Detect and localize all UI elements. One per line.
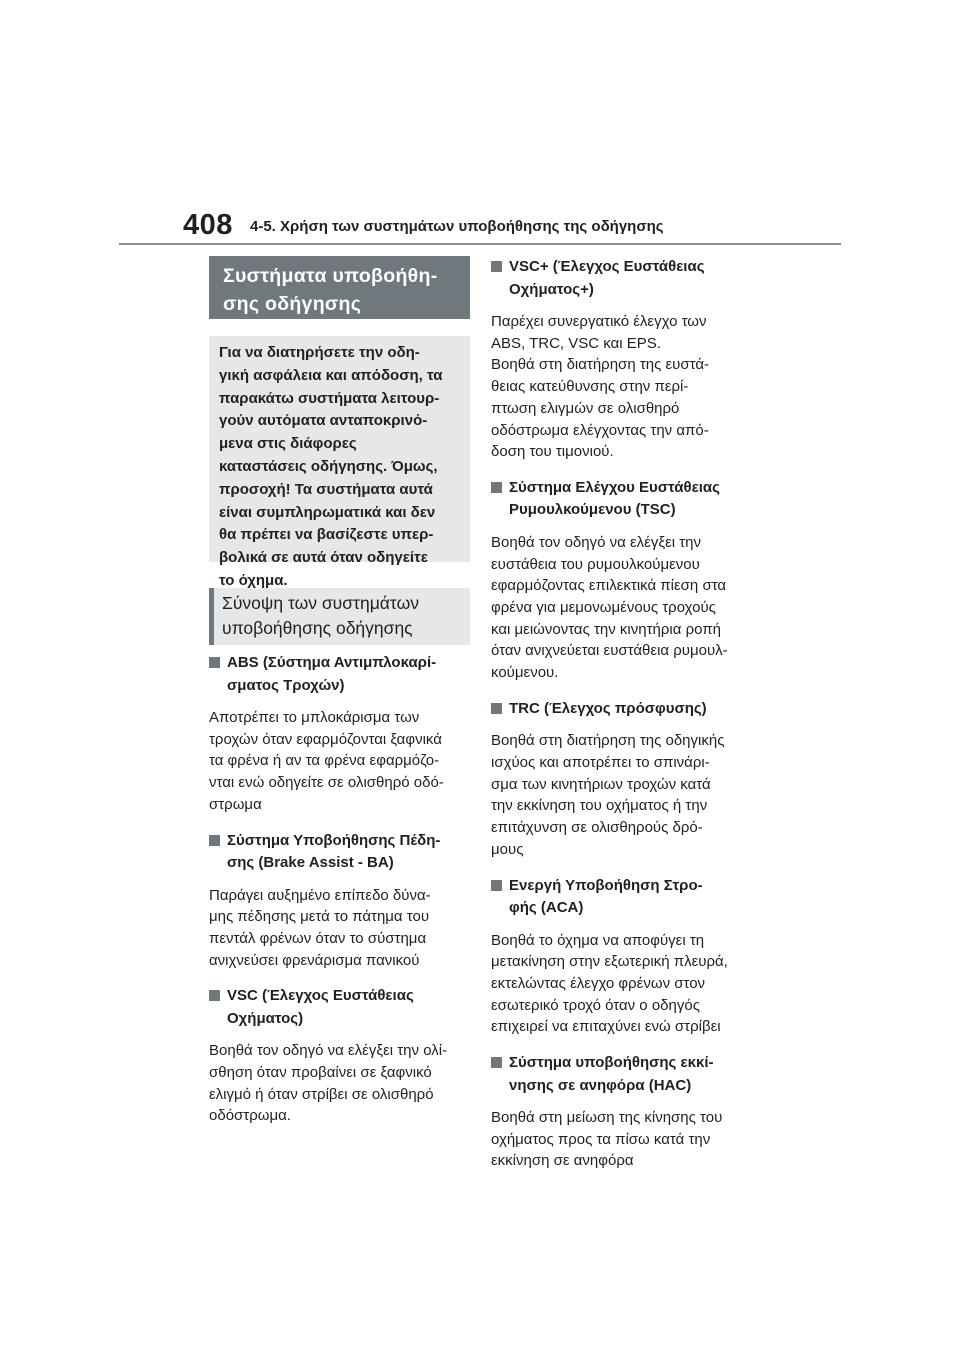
item-description: Βοηθά το όχημα να αποφύγει τη μετακίνηση στην εξωτερική πλευρά, εκτελώντας έλεγχο φρένων στον εσωτερικό τροχό όταν ο οδηγός επιχειρεί να επιταχύνει ενώ στρίβει — [491, 931, 728, 1036]
item-description: Βοηθά στη μείωση της κίνησης του οχήματος προς τα πίσω κατά την εκκίνηση σε ανηφόρα — [491, 1109, 723, 1170]
item-title: VSC+ (Έλεγχος Ευστάθειας Οχήματος+) — [491, 256, 761, 301]
square-bullet-icon — [491, 1057, 502, 1068]
system-item-abs — [209, 652, 470, 816]
item-title: Σύστημα Υποβοήθησης Πέδη- σης (Brake Assist - BA) — [209, 830, 470, 875]
item-description: Παράγει αυξημένο επίπεδο δύνα- μης πέδησης μετά το πάτημα του πεντάλ φρένων όταν το σύστημα ανιχνεύσει φρενάρισμα πανικού — [209, 886, 431, 969]
square-bullet-icon — [209, 835, 220, 846]
right-column — [491, 256, 761, 1172]
system-item-brake-assist — [209, 830, 470, 972]
item-description: Βοηθά τον οδηγό να ελέγξει την ολί- σθηση όταν προβαίνει σε ξαφνικό ελιγμό ή όταν στρίβει σε ολισθηρό οδόστρωμα. — [209, 1042, 448, 1125]
chapter-title: 4-5. Χρήση των συστημάτων υποβοήθησης της οδήγησης — [250, 218, 664, 235]
system-item-tsc — [491, 477, 761, 684]
item-title: ABS (Σύστημα Αντιμπλοκαρί- σματος Τροχών) — [209, 652, 470, 697]
square-bullet-icon — [491, 703, 502, 714]
item-description: Αποτρέπει το μπλοκάρισμα των τροχών όταν εφαρμόζονται ξαφνικά τα φρένα ή αν τα φρένα εφαρμόζο- νται ενώ οδηγείτε σε ολισθηρό οδό- στρωμα — [209, 709, 444, 813]
page-number: 408 — [183, 209, 233, 241]
system-item-trc — [491, 698, 761, 861]
section-title: Συστήματα υποβοήθη- σης οδήγησης — [209, 256, 470, 319]
item-title: VSC (Έλεγχος Ευστάθειας Οχήματος) — [209, 985, 470, 1030]
item-title: Σύστημα Ελέγχου Ευστάθειας Ρυμουλκούμενου (TSC) — [491, 477, 761, 522]
square-bullet-icon — [491, 482, 502, 493]
item-title: Ενεργή Υποβοήθηση Στρο- φής (ACA) — [491, 875, 761, 920]
item-title: TRC (Έλεγχος πρόσφυσης) — [491, 698, 761, 721]
square-bullet-icon — [209, 657, 220, 668]
item-description: Βοηθά τον οδηγό να ελέγξει την ευστάθεια του ρυμουλκούμενου εφαρμόζοντας επιλεκτικά πίεση στα φρένα για μεμονωμένους τροχούς και μειώνοντας την κινητήρια ροπή όταν ανιχνεύεται ευστάθεια ρυμουλ- κούμενου. — [491, 533, 728, 682]
item-title: Σύστημα υποβοήθησης εκκί- νησης σε ανηφόρα (HAC) — [491, 1052, 761, 1097]
system-item-vsc — [209, 985, 470, 1127]
item-description: Παρέχει συνεργατικό έλεγχο των ABS, TRC, VSC και EPS. Βοηθά στη διατήρηση της ευστά- θειας κατεύθυνσης στην περί- πτωση ελιγμών σε ολισθηρό οδόστρωμα ελέγχοντας την από- δοση του τιμονιού. — [491, 313, 710, 461]
square-bullet-icon — [491, 880, 502, 891]
header-divider — [119, 243, 841, 245]
left-column — [209, 256, 470, 1127]
system-item-aca — [491, 875, 761, 1039]
page-header — [0, 0, 960, 250]
system-item-vsc-plus — [491, 256, 761, 463]
system-item-hac — [491, 1052, 761, 1172]
overview-heading: Σύνοψη των συστημάτων υποβοήθησης οδήγησης — [209, 588, 470, 645]
square-bullet-icon — [491, 261, 502, 272]
square-bullet-icon — [209, 990, 220, 1001]
intro-note: Για να διατηρήσετε την οδη- γική ασφάλεια και απόδοση, τα παρακάτω συστήματα λειτουρ- γούν αυτόματα ανταποκρινό- μενα στις διάφορες καταστάσεις οδήγησης. Όμως, προσοχή! Τα συστήματα αυτά είναι συμπληρωματικά και δεν θα πρέπει να βασίζεστε υπερ- βολικά σε αυτά όταν οδηγείτε το όχημα. — [209, 336, 470, 562]
item-description: Βοηθά στη διατήρηση της οδηγικής ισχύος και αποτρέπει το σπινάρι- σμα των κινητήριων τροχών κατά την εκκίνηση του οχήματος ή την επιτάχυνση σε ολισθηρούς δρό- μους — [491, 732, 725, 858]
